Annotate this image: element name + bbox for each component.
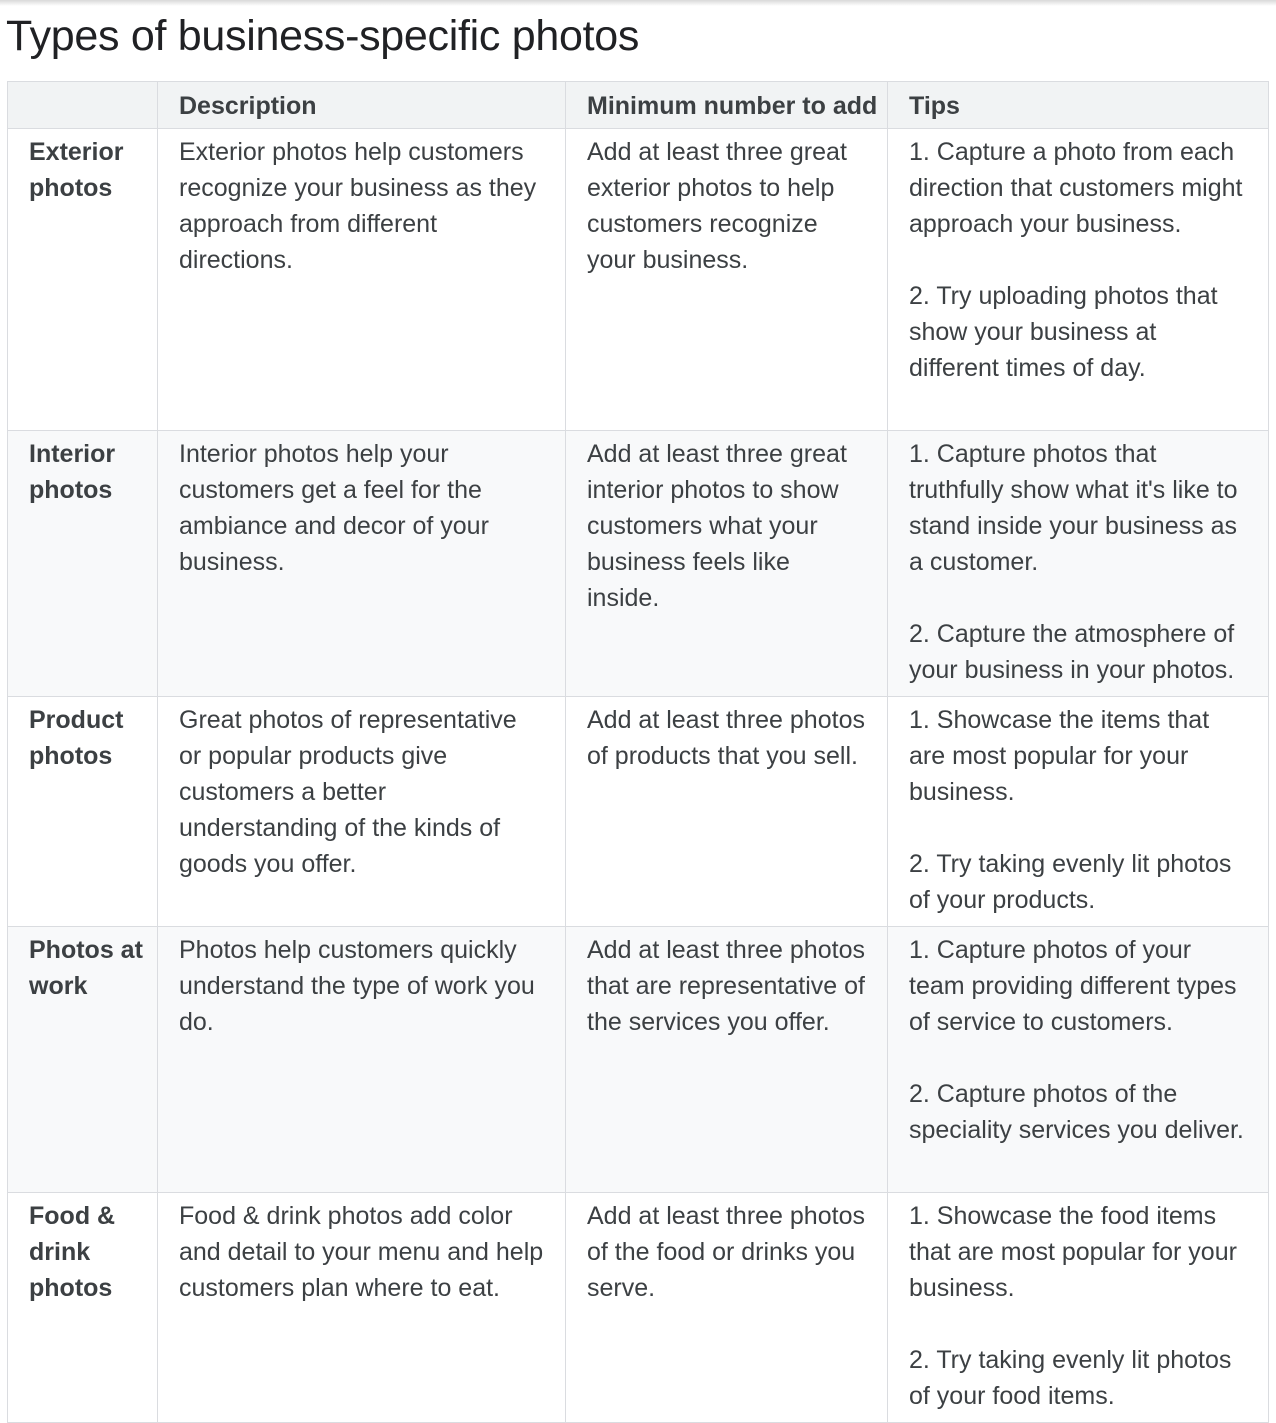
tip-item: 2. Capture photos of the speciality services you deliver. [909,1080,1244,1144]
row-description: Exterior photos help customers recognize your business as they approach from different directions. [158,129,566,431]
row-minimum: Add at least three photos of products that you sell. [566,697,888,927]
table-header-row [8,82,1269,129]
row-minimum: Add at least three photos of the food or drinks you serve. [566,1193,888,1423]
row-tips [888,129,1269,431]
row-label: Product photos [8,697,158,927]
header-empty [8,82,158,129]
tip-item: 1. Showcase the items that are most popular for your business. [909,706,1210,806]
top-shadow [0,0,1276,6]
table-row-exterior [8,129,1269,431]
row-tips [888,697,1269,927]
tip-item: 1. Capture photos of your team providing different types of service to customers. [909,936,1237,1036]
row-minimum: Add at least three great interior photos to show customers what your business feels like inside. [566,431,888,697]
table-row-food-drink [8,1193,1269,1423]
tip-item: 1. Showcase the food items that are most popular for your business. [909,1202,1237,1302]
tip-item: 2. Try taking evenly lit photos of your products. [909,850,1232,914]
row-label: Photos at work [8,927,158,1193]
tip-item: 1. Capture photos that truthfully show what it's like to stand inside your business as a customer. [909,440,1238,576]
page-title: Types of business-specific photos [6,12,640,60]
header-description: Description [158,82,566,129]
tip-item: 2. Try taking evenly lit photos of your food items. [909,1346,1232,1410]
row-minimum: Add at least three photos that are representative of the services you offer. [566,927,888,1193]
row-description: Food & drink photos add color and detail to your menu and help customers plan where to eat. [158,1193,566,1423]
row-tips [888,1193,1269,1423]
row-description: Photos help customers quickly understand the type of work you do. [158,927,566,1193]
table-row-interior [8,431,1269,697]
tip-item: 2. Try uploading photos that show your business at different times of day. [909,282,1218,382]
row-label: Exterior photos [8,129,158,431]
row-description: Great photos of representative or popular products give customers a better understanding of the kinds of goods you offer. [158,697,566,927]
tip-item: 1. Capture a photo from each direction that customers might approach your business. [909,138,1243,238]
row-tips [888,431,1269,697]
header-tips: Tips [888,82,1269,129]
table-row-at-work [8,927,1269,1193]
tip-item: 2. Capture the atmosphere of your business in your photos. [909,620,1235,684]
row-label: Interior photos [8,431,158,697]
table-row-product [8,697,1269,927]
row-description: Interior photos help your customers get a feel for the ambiance and decor of your business. [158,431,566,697]
row-label: Food & drink photos [8,1193,158,1423]
row-minimum: Add at least three great exterior photos to help customers recognize your business. [566,129,888,431]
row-tips [888,927,1269,1193]
photo-types-table [7,81,1269,1423]
header-minimum: Minimum number to add [566,82,888,129]
